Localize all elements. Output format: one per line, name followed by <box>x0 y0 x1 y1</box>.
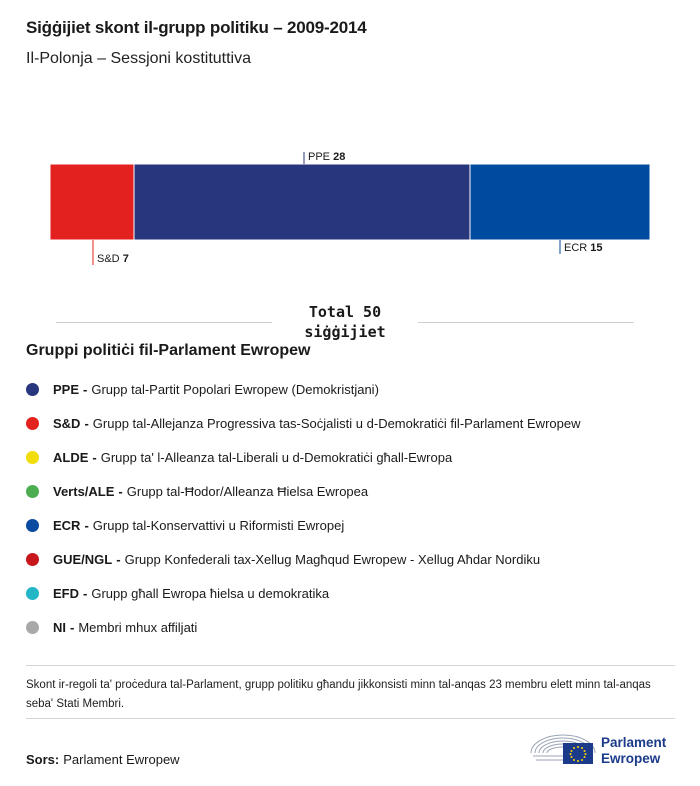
legend-dot-icon <box>26 383 39 396</box>
legend-list <box>26 372 580 644</box>
legend-separator: - <box>116 551 121 567</box>
legend-abbr: ALDE <box>53 449 89 465</box>
data-label-s-d <box>97 253 129 265</box>
legend-abbr: S&D <box>53 415 81 431</box>
source-label: Sors: <box>26 752 60 767</box>
data-label-category: PPE <box>308 151 334 163</box>
total-label <box>270 302 420 342</box>
legend-separator: - <box>83 585 88 601</box>
total-right-rule <box>418 322 634 323</box>
legend-dot-icon <box>26 587 39 600</box>
legend-item <box>26 542 580 576</box>
legend-group-name: Grupp tal-Partit Popolari Ewropew (Demokristjani) <box>91 381 379 397</box>
legend-separator: - <box>118 483 123 499</box>
legend-abbr: Verts/ALE <box>53 483 115 499</box>
legend-item <box>26 440 580 474</box>
legend-dot-icon <box>26 621 39 634</box>
legend-abbr: GUE/NGL <box>53 551 113 567</box>
logo-name-line2: Ewropew <box>601 751 661 766</box>
data-label-ecr <box>564 242 603 254</box>
bar-s-d <box>50 164 134 240</box>
source <box>26 752 180 767</box>
total-seats <box>0 300 700 344</box>
data-label-value: 28 <box>333 151 346 163</box>
legend-abbr: ECR <box>53 517 81 533</box>
source-value: Parlament Ewropew <box>63 752 180 767</box>
legend-item <box>26 372 580 406</box>
legend-abbr: EFD <box>53 585 79 601</box>
note-text: Skont ir-regoli ta' proċedura tal-Parlament, grupp politiku għandu jikkonsisti minn tal-anqas 23 membru elett minn tal-anqas seba' Stati Membri. <box>26 679 651 710</box>
total-left-rule <box>56 322 272 323</box>
logo-name-line1: Parlament <box>601 735 667 750</box>
legend-group-name: Grupp tal-Ħodor/Alleanza Ħielsa Ewropea <box>126 483 369 499</box>
legend-dot-icon <box>26 519 39 532</box>
legend-heading: Gruppi politiċi fil-Parlament Ewropew <box>26 342 311 359</box>
total-label-line2: siġġijiet <box>304 323 386 341</box>
legend-abbr: PPE <box>53 381 80 397</box>
data-label-category: ECR <box>564 242 591 254</box>
legend-dot-icon <box>26 451 39 464</box>
data-label-category: S&D <box>97 253 123 265</box>
legend-item <box>26 610 580 644</box>
legend-group-name: Grupp Konfederali tax-Xellug Magħqud Ewropew - Xellug Aħdar Nordiku <box>124 551 541 567</box>
legend-separator: - <box>83 381 88 397</box>
legend-separator: - <box>84 415 89 431</box>
total-label-line1: Total 50 <box>308 303 382 321</box>
legend-dot-icon <box>26 553 39 566</box>
chart-title: Siġġijiet skont il-grupp politiku – 2009-2014 <box>26 18 367 37</box>
legend-separator: - <box>92 449 97 465</box>
data-label-value: 7 <box>122 253 129 265</box>
bar-ecr <box>470 164 650 240</box>
legend-item <box>26 508 580 542</box>
data-label-value: 15 <box>590 242 603 254</box>
legend-separator: - <box>84 517 89 533</box>
bar-ppe <box>134 164 470 240</box>
note-top-divider <box>26 665 675 666</box>
note-bottom-divider <box>26 718 675 719</box>
legend-group-name: Grupp tal-Allejanza Progressiva tas-Soċjalisti u d-Demokratiċi fil-Parlament Ewropew <box>92 415 581 431</box>
legend-item <box>26 474 580 508</box>
legend-dot-icon <box>26 417 39 430</box>
chart-subtitle: Il-Polonja – Sessjoni kostituttiva <box>26 50 251 67</box>
seat-bar-chart <box>0 140 700 270</box>
legend-item <box>26 576 580 610</box>
legend-abbr: NI <box>53 619 66 635</box>
legend-group-name: Grupp għall Ewropa ħielsa u demokratika <box>91 585 330 601</box>
logo-name <box>601 735 666 767</box>
legend-group-name: Grupp tal-Konservattivi u Riformisti Ewropej <box>92 517 345 533</box>
legend-item <box>26 406 580 440</box>
legend-dot-icon <box>26 485 39 498</box>
legend-separator: - <box>70 619 75 635</box>
data-label-ppe <box>308 151 345 163</box>
legend-group-name: Grupp ta' l-Alleanza tal-Liberali u d-Demokratiċi għall-Ewropa <box>100 449 453 465</box>
legend-group-name: Membri mhux affiljati <box>78 619 198 635</box>
